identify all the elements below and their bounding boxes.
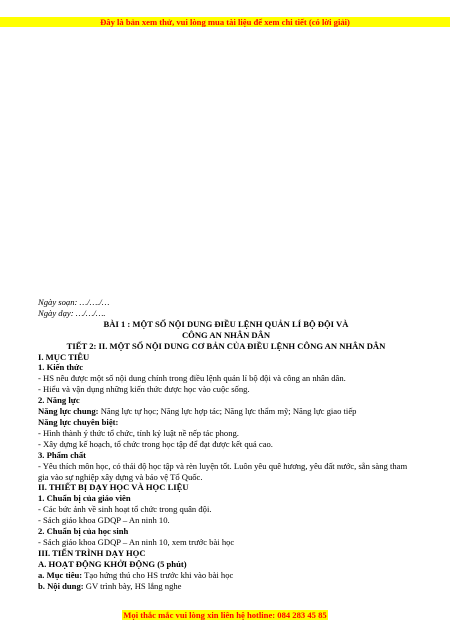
- lesson-plan-document: [38, 297, 414, 591]
- activity-objective-text: Tạo hứng thú cho HS trước khi vào bài học: [82, 569, 234, 580]
- qualities-heading: 3. Phẩm chất: [38, 449, 86, 460]
- general-competency: [38, 406, 414, 417]
- qualities-item: - Yêu thích môn học, có thái độ học tập và rèn luyện tốt. Luôn yêu quê hương, yêu đất nước, sẵn sàng tham gia vào sự nghiệp xây dựng và bảo vệ Tổ Quốc.: [38, 460, 408, 482]
- student-prep-item: - Sách giáo khoa GDQP – An ninh 10, xem trước bài học: [38, 536, 235, 547]
- activity-content-text: GV trình bày, HS lắng nghe: [83, 580, 182, 591]
- warmup-activity-heading: A. HOẠT ĐỘNG KHỞI ĐỘNG (5 phút): [38, 558, 187, 569]
- teacher-prep-heading: 1. Chuẩn bị của giáo viên: [38, 493, 131, 504]
- student-prep-heading: 2. Chuẩn bị của học sinh: [38, 526, 129, 537]
- activity-objective: [38, 570, 414, 581]
- section-process-heading: III. TIẾN TRÌNH DẠY HỌC: [38, 547, 146, 558]
- section-equipment-heading: II. THIẾT BỊ DẠY HỌC VÀ HỌC LIỆU: [38, 482, 189, 493]
- knowledge-item: - HS nêu được một số nội dung chính trong điều lệnh quản lí bộ đội và công an nhân dân.: [38, 373, 346, 384]
- section-objectives-heading: I. MỤC TIÊU: [38, 351, 90, 362]
- activity-objective-label: a. Mục tiêu:: [38, 569, 83, 580]
- general-competency-label: Năng lực chung:: [38, 406, 99, 417]
- lesson-title-line-1: BÀI 1 : MỘT SỐ NỘI DUNG ĐIỀU LỆNH QUẢN LÍ BỘ ĐỘI VÀ: [103, 318, 349, 329]
- preview-notice-banner: [0, 17, 450, 27]
- specific-competency-item: - Xây dựng kế hoạch, tổ chức trong học tập để đạt được kết quả cao.: [38, 438, 273, 449]
- competency-heading: 2. Năng lực: [38, 395, 80, 406]
- specific-competency-item: - Hình thành ý thức tổ chức, tính kỷ luật nề nếp tác phong.: [38, 427, 239, 438]
- activity-content: [38, 581, 414, 592]
- preview-notice-text: Đây là bản xem thử, vui lòng mua tài liệu để xem chi tiết (có lời giải): [100, 17, 350, 27]
- specific-competency-label: Năng lực chuyên biệt:: [38, 416, 119, 427]
- activity-content-label: b. Nội dung:: [38, 580, 84, 591]
- knowledge-heading: 1. Kiến thức: [38, 362, 84, 373]
- hotline-notice-text: Mọi thắc mắc vui lòng xin liên hệ hotline: 084 283 45 85: [123, 610, 327, 620]
- hotline-notice-banner: [0, 610, 450, 620]
- general-competency-text: Năng lực tự học; Năng lực hợp tác; Năng lực thẩm mỹ; Năng lực giao tiếp: [98, 406, 357, 417]
- lesson-subtitle: TIẾT 2: II. MỘT SỐ NỘI DUNG CƠ BẢN CỦA ĐIỀU LỆNH CÔNG AN NHÂN DÂN: [66, 340, 386, 351]
- preparation-date: Ngày soạn: …/…./…: [38, 297, 110, 307]
- knowledge-item: - Hiểu và vận dụng những kiến thức được học vào cuộc sống.: [38, 384, 250, 395]
- teaching-date: Ngày dạy: …/…/….: [38, 307, 106, 318]
- teacher-prep-item: - Các bức ảnh về sinh hoạt tổ chức trong quân đội.: [38, 504, 212, 515]
- lesson-title-line-2: CÔNG AN NHÂN DÂN: [181, 329, 271, 340]
- teacher-prep-item: - Sách giáo khoa GDQP – An ninh 10.: [38, 515, 170, 526]
